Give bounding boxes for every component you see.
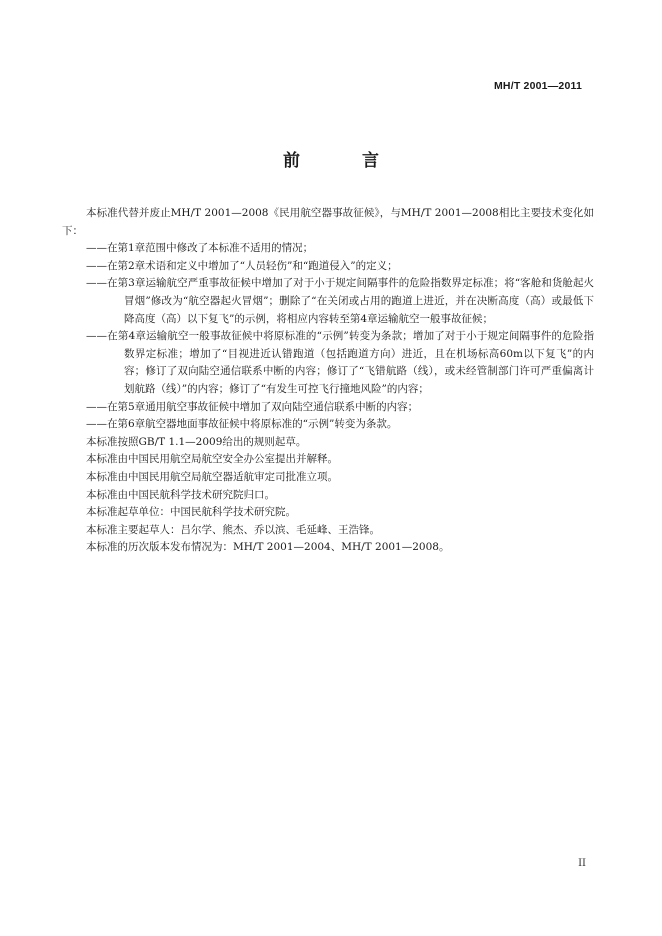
statement-administrator: 本标准由中国民航科学技术研究院归口。 — [86, 488, 275, 501]
standard-code: MH/T 2001—2011 — [493, 80, 582, 92]
statements-list — [62, 434, 594, 557]
page-number: II — [578, 858, 586, 869]
statement-proposer: 本标准由中国民用航空局航空安全办公室提出并解释。 — [86, 453, 338, 466]
change-item: ——在第3章运输航空严重事故征候中增加了对于小于规定间隔事件的危险指数界定标准；将“客舱和货舱起火冒烟”修改为“航空器起火冒烟”；删除了“在关闭或占用的跑道上进近，并在决断高度（高）或最低下降高度（高）以下复飞”的示例，将相应内容转至第4章运输航空一般事故征候； — [86, 277, 594, 325]
statement-drafters: 本标准主要起草人：吕尔学、熊杰、乔以滨、毛延峰、王浩锋。 — [86, 523, 380, 536]
change-item: ——在第2章术语和定义中增加了“人员轻伤”和“跑道侵入”的定义； — [86, 259, 398, 272]
change-item: ——在第4章运输航空一般事故征候中将原标准的“示例”转变为条款；增加了对于小于规定间隔事件的危险指数界定标准；增加了“目视进近认错跑道（包括跑道方向）进近，且在机场标高60m以下复飞”的内容；修订了双向陆空通信联系中断的内容；修订了“飞错航路（线），或未经管制部门许可严重偏离计划航路（线）”的内容；修订了“有发生可控飞行撞地风险”的内容； — [86, 330, 594, 395]
change-item: ——在第6章航空器地面事故征候中将原标准的“示例”转变为条款。 — [86, 418, 398, 431]
changes-list — [62, 240, 594, 434]
statement-drafting-unit: 本标准起草单位：中国民航科学技术研究院。 — [86, 506, 296, 519]
statement-version-history: 本标准的历次版本发布情况为：MH/T 2001—2004、MH/T 2001—2008。 — [86, 541, 450, 554]
statement-drafting-rules: 本标准按照GB/T 1.1—2009给出的规则起草。 — [86, 435, 307, 448]
document-body — [62, 205, 594, 557]
intro-paragraph: 本标准代替并废止MH/T 2001—2008《民用航空器事故征候》，与MH/T 2001—2008相比主要技术变化如下： — [62, 207, 594, 237]
page-title: 前 言 — [283, 151, 407, 171]
change-item: ——在第1章范围中修改了本标准不适用的情况； — [86, 242, 314, 255]
statement-approver: 本标准由中国民用航空局航空器适航审定司批准立项。 — [86, 470, 338, 483]
change-item: ——在第5章通用航空事故征候中增加了双向陆空通信联系中断的内容； — [86, 400, 419, 413]
